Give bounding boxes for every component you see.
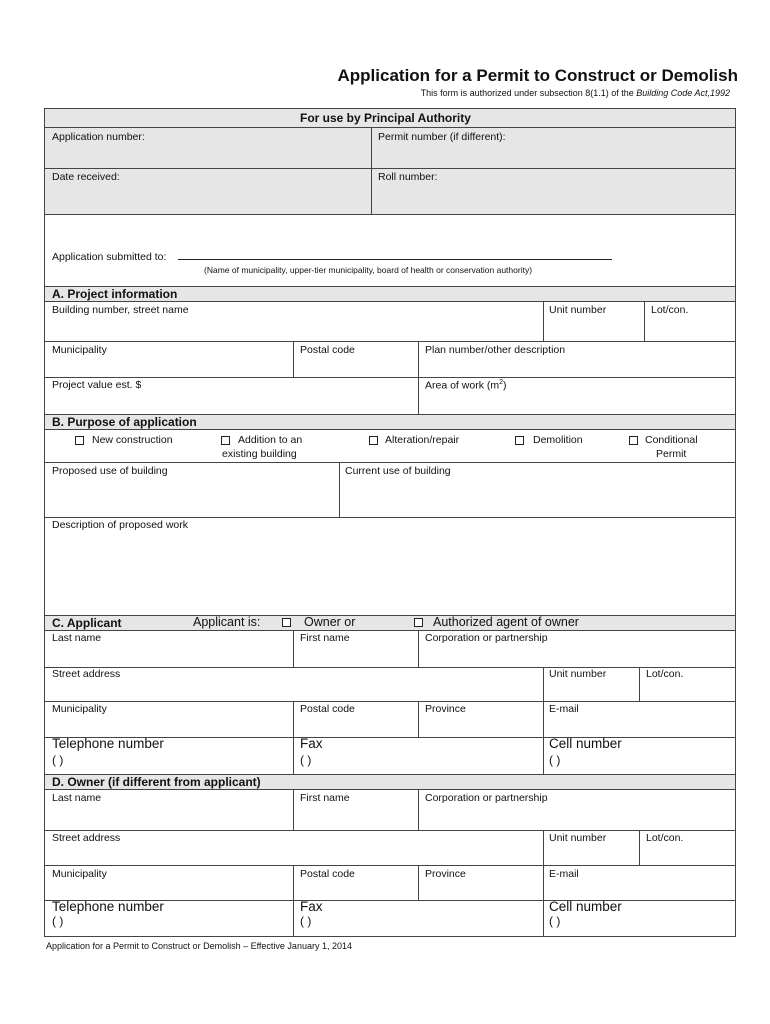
owner-label: Owner or bbox=[304, 615, 356, 629]
d-first-name-label: First name bbox=[300, 792, 350, 804]
divider bbox=[44, 168, 736, 169]
area-of-work-text: Area of work (m bbox=[425, 379, 500, 392]
c-municipality-label: Municipality bbox=[52, 703, 107, 715]
d-telephone-parens: ( ) bbox=[52, 914, 64, 928]
proposed-use-label: Proposed use of building bbox=[52, 465, 168, 477]
divider bbox=[44, 517, 736, 518]
roll-number-label: Roll number: bbox=[378, 171, 438, 183]
description-label: Description of proposed work bbox=[52, 519, 188, 531]
divider bbox=[418, 630, 419, 667]
page-footer: Application for a Permit to Construct or Demolish – Effective January 1, 2014 bbox=[46, 941, 352, 951]
divider bbox=[418, 865, 419, 900]
conditional-label-line1: Conditional bbox=[645, 434, 698, 446]
d-cell-label: Cell number bbox=[549, 899, 622, 914]
section-b-heading: B. Purpose of application bbox=[52, 415, 197, 429]
d-lot-con-label: Lot/con. bbox=[646, 832, 684, 844]
d-email-label: E-mail bbox=[549, 868, 579, 880]
alteration-checkbox[interactable] bbox=[369, 436, 378, 445]
area-unit-superscript: 2 bbox=[499, 379, 504, 386]
c-unit-number-label: Unit number bbox=[549, 668, 607, 680]
divider bbox=[44, 830, 736, 831]
section-d-heading: D. Owner (if different from applicant) bbox=[52, 775, 261, 789]
submitted-to-label: Application submitted to: bbox=[52, 251, 167, 263]
divider bbox=[44, 701, 736, 702]
d-postal-code-label: Postal code bbox=[300, 868, 355, 880]
divider bbox=[44, 789, 736, 790]
form-subtitle bbox=[300, 88, 730, 98]
divider bbox=[639, 667, 640, 701]
new-construction-checkbox[interactable] bbox=[75, 436, 84, 445]
divider bbox=[418, 789, 419, 830]
new-construction-label: New construction bbox=[92, 434, 173, 446]
c-street-address-label: Street address bbox=[52, 668, 121, 680]
c-first-name-label: First name bbox=[300, 632, 350, 644]
section-c-heading: C. Applicant bbox=[52, 616, 122, 630]
addition-label-line2: existing building bbox=[222, 448, 297, 460]
d-fax-label: Fax bbox=[300, 899, 323, 914]
divider bbox=[543, 865, 544, 937]
divider bbox=[418, 701, 419, 737]
divider bbox=[44, 301, 736, 302]
divider bbox=[543, 830, 544, 865]
conditional-label-line2: Permit bbox=[656, 448, 687, 460]
d-fax-parens: ( ) bbox=[300, 914, 312, 928]
d-province-label: Province bbox=[425, 868, 466, 880]
conditional-permit-checkbox[interactable] bbox=[629, 436, 638, 445]
area-of-work-label bbox=[425, 379, 507, 392]
building-number-label: Building number, street name bbox=[52, 304, 189, 316]
c-cell-label: Cell number bbox=[549, 736, 622, 751]
d-telephone-label: Telephone number bbox=[52, 899, 164, 914]
divider bbox=[44, 462, 736, 463]
divider bbox=[371, 127, 372, 214]
municipality-label: Municipality bbox=[52, 344, 107, 356]
divider bbox=[44, 341, 736, 342]
project-value-label: Project value est. $ bbox=[52, 379, 142, 391]
divider bbox=[293, 865, 294, 937]
authority-heading: For use by Principal Authority bbox=[300, 111, 471, 125]
divider bbox=[44, 667, 736, 668]
d-cell-parens: ( ) bbox=[549, 914, 561, 928]
d-corporation-label: Corporation or partnership bbox=[425, 792, 548, 804]
divider bbox=[44, 865, 736, 866]
c-postal-code-label: Postal code bbox=[300, 703, 355, 715]
divider bbox=[543, 667, 544, 701]
lot-con-label: Lot/con. bbox=[651, 304, 689, 316]
divider bbox=[44, 214, 736, 215]
submitted-to-field[interactable] bbox=[178, 259, 612, 260]
divider bbox=[293, 341, 294, 377]
d-municipality-label: Municipality bbox=[52, 868, 107, 880]
c-lot-con-label: Lot/con. bbox=[646, 668, 684, 680]
addition-label-line1: Addition to an bbox=[238, 434, 303, 446]
section-a-heading: A. Project information bbox=[52, 287, 178, 301]
demolition-checkbox[interactable] bbox=[515, 436, 524, 445]
current-use-label: Current use of building bbox=[345, 465, 451, 477]
date-received-label: Date received: bbox=[52, 171, 120, 183]
agent-checkbox[interactable] bbox=[414, 618, 423, 627]
subtitle-act: Building Code Act,1992 bbox=[636, 88, 730, 98]
permit-number-label: Permit number (if different): bbox=[378, 131, 506, 143]
divider bbox=[44, 615, 736, 616]
c-telephone-label: Telephone number bbox=[52, 736, 164, 751]
submitted-to-note: (Name of municipality, upper-tier municipality, board of health or conservation authority) bbox=[204, 265, 533, 275]
divider bbox=[293, 630, 294, 667]
divider bbox=[44, 429, 736, 430]
divider bbox=[644, 301, 645, 341]
c-fax-label: Fax bbox=[300, 736, 323, 751]
c-email-label: E-mail bbox=[549, 703, 579, 715]
d-last-name-label: Last name bbox=[52, 792, 102, 804]
applicant-is-label: Applicant is: bbox=[193, 615, 261, 629]
agent-label: Authorized agent of owner bbox=[433, 615, 579, 629]
divider bbox=[639, 830, 640, 865]
c-cell-parens: ( ) bbox=[549, 753, 561, 767]
d-unit-number-label: Unit number bbox=[549, 832, 607, 844]
postal-code-label: Postal code bbox=[300, 344, 355, 356]
c-fax-parens: ( ) bbox=[300, 753, 312, 767]
c-last-name-label: Last name bbox=[52, 632, 102, 644]
area-close: ) bbox=[503, 379, 507, 392]
form-title: Application for a Permit to Construct or Demolish bbox=[337, 66, 738, 85]
owner-checkbox[interactable] bbox=[282, 618, 291, 627]
alteration-label: Alteration/repair bbox=[385, 434, 460, 446]
d-street-address-label: Street address bbox=[52, 832, 121, 844]
application-number-label: Application number: bbox=[52, 131, 145, 143]
divider bbox=[44, 377, 736, 378]
plan-number-label: Plan number/other description bbox=[425, 344, 566, 356]
subtitle-prefix: This form is authorized under subsection 8(1.1) of the bbox=[420, 88, 634, 98]
demolition-label: Demolition bbox=[533, 434, 583, 446]
c-corporation-label: Corporation or partnership bbox=[425, 632, 548, 644]
divider bbox=[44, 127, 736, 128]
divider bbox=[543, 301, 544, 341]
divider bbox=[44, 630, 736, 631]
unit-number-label: Unit number bbox=[549, 304, 607, 316]
c-telephone-parens: ( ) bbox=[52, 753, 64, 767]
addition-checkbox[interactable] bbox=[221, 436, 230, 445]
divider bbox=[293, 789, 294, 830]
divider bbox=[339, 462, 340, 517]
c-province-label: Province bbox=[425, 703, 466, 715]
